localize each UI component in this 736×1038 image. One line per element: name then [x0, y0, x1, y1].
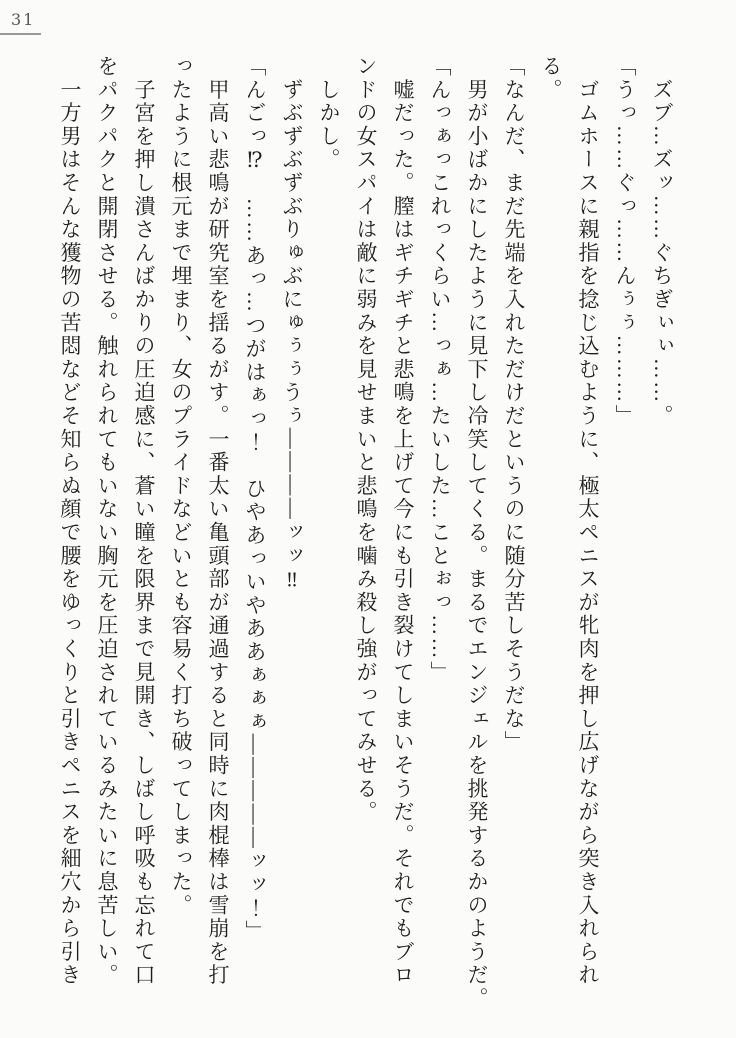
- text-line: ったように根元まで埋まり、女のプライドなどいとも容易く打ち破ってしまった。: [169, 55, 193, 918]
- text-line: ズブ…ズッ……ぐちぎぃぃ……。: [650, 55, 674, 428]
- text-line: 「んごっ⁉ ……あっ…つがはぁっ！ ひやあっいやああぁぁぁ―――――ッッ！」: [243, 55, 267, 944]
- text-line: 一方男はそんな獲物の苦悶などそ知らぬ顔で腰をゆっくりと引きペニスを細穴から引き: [58, 55, 82, 987]
- text-line: 「なんだ、まだ先端を入れただけだというのに随分苦しそうだな」: [502, 55, 526, 754]
- page-number: 31: [11, 10, 36, 29]
- text-line: しかし。: [317, 55, 341, 172]
- text-line: 「うっ……ぐっ……んぅぅ………」: [613, 55, 637, 428]
- text-line: ずぶずぶずぶりゅぶにゅぅぅうぅ――――ッッ‼: [280, 55, 304, 594]
- text-line: る。: [539, 55, 563, 102]
- text-line: 男が小ばかにしたように見下し冷笑してくる。まるでエンジェルを挑発するかのようだ。: [465, 55, 489, 1011]
- text-line: 嘘だった。膣はギチギチと悲鳴を上げて今にも引き裂けてしまいそうだ。それでもブロ: [391, 55, 415, 987]
- text-line: 子宮を押し潰さんばかりの圧迫感に、蒼い瞳を限界まで見開き、しばし呼吸も忘れて口: [132, 55, 156, 987]
- text-line: ゴムホースに親指を捻じ込むように、極太ペニスが牝肉を押し広げながら突き入れられ: [576, 55, 600, 987]
- text-line: 甲高い悲鳴が研究室を揺るがす。一番太い亀頭部が通過すると同時に肉棍棒は雪崩を打: [206, 55, 230, 987]
- page-number-rule: [0, 33, 41, 35]
- text-line: ンドの女スパイは敵に弱みを見せまいと悲鳴を噛み殺し強がってみせる。: [354, 55, 378, 824]
- text-line: をパクパクと開閉させる。触れられてもいない胸元を圧迫されているみたいに息苦しい。: [95, 55, 119, 987]
- vertical-text-block: [51, 55, 680, 1011]
- text-line: 「んっぁっこれっくらい…っぁ…たいした…ことぉっ……」: [428, 55, 452, 685]
